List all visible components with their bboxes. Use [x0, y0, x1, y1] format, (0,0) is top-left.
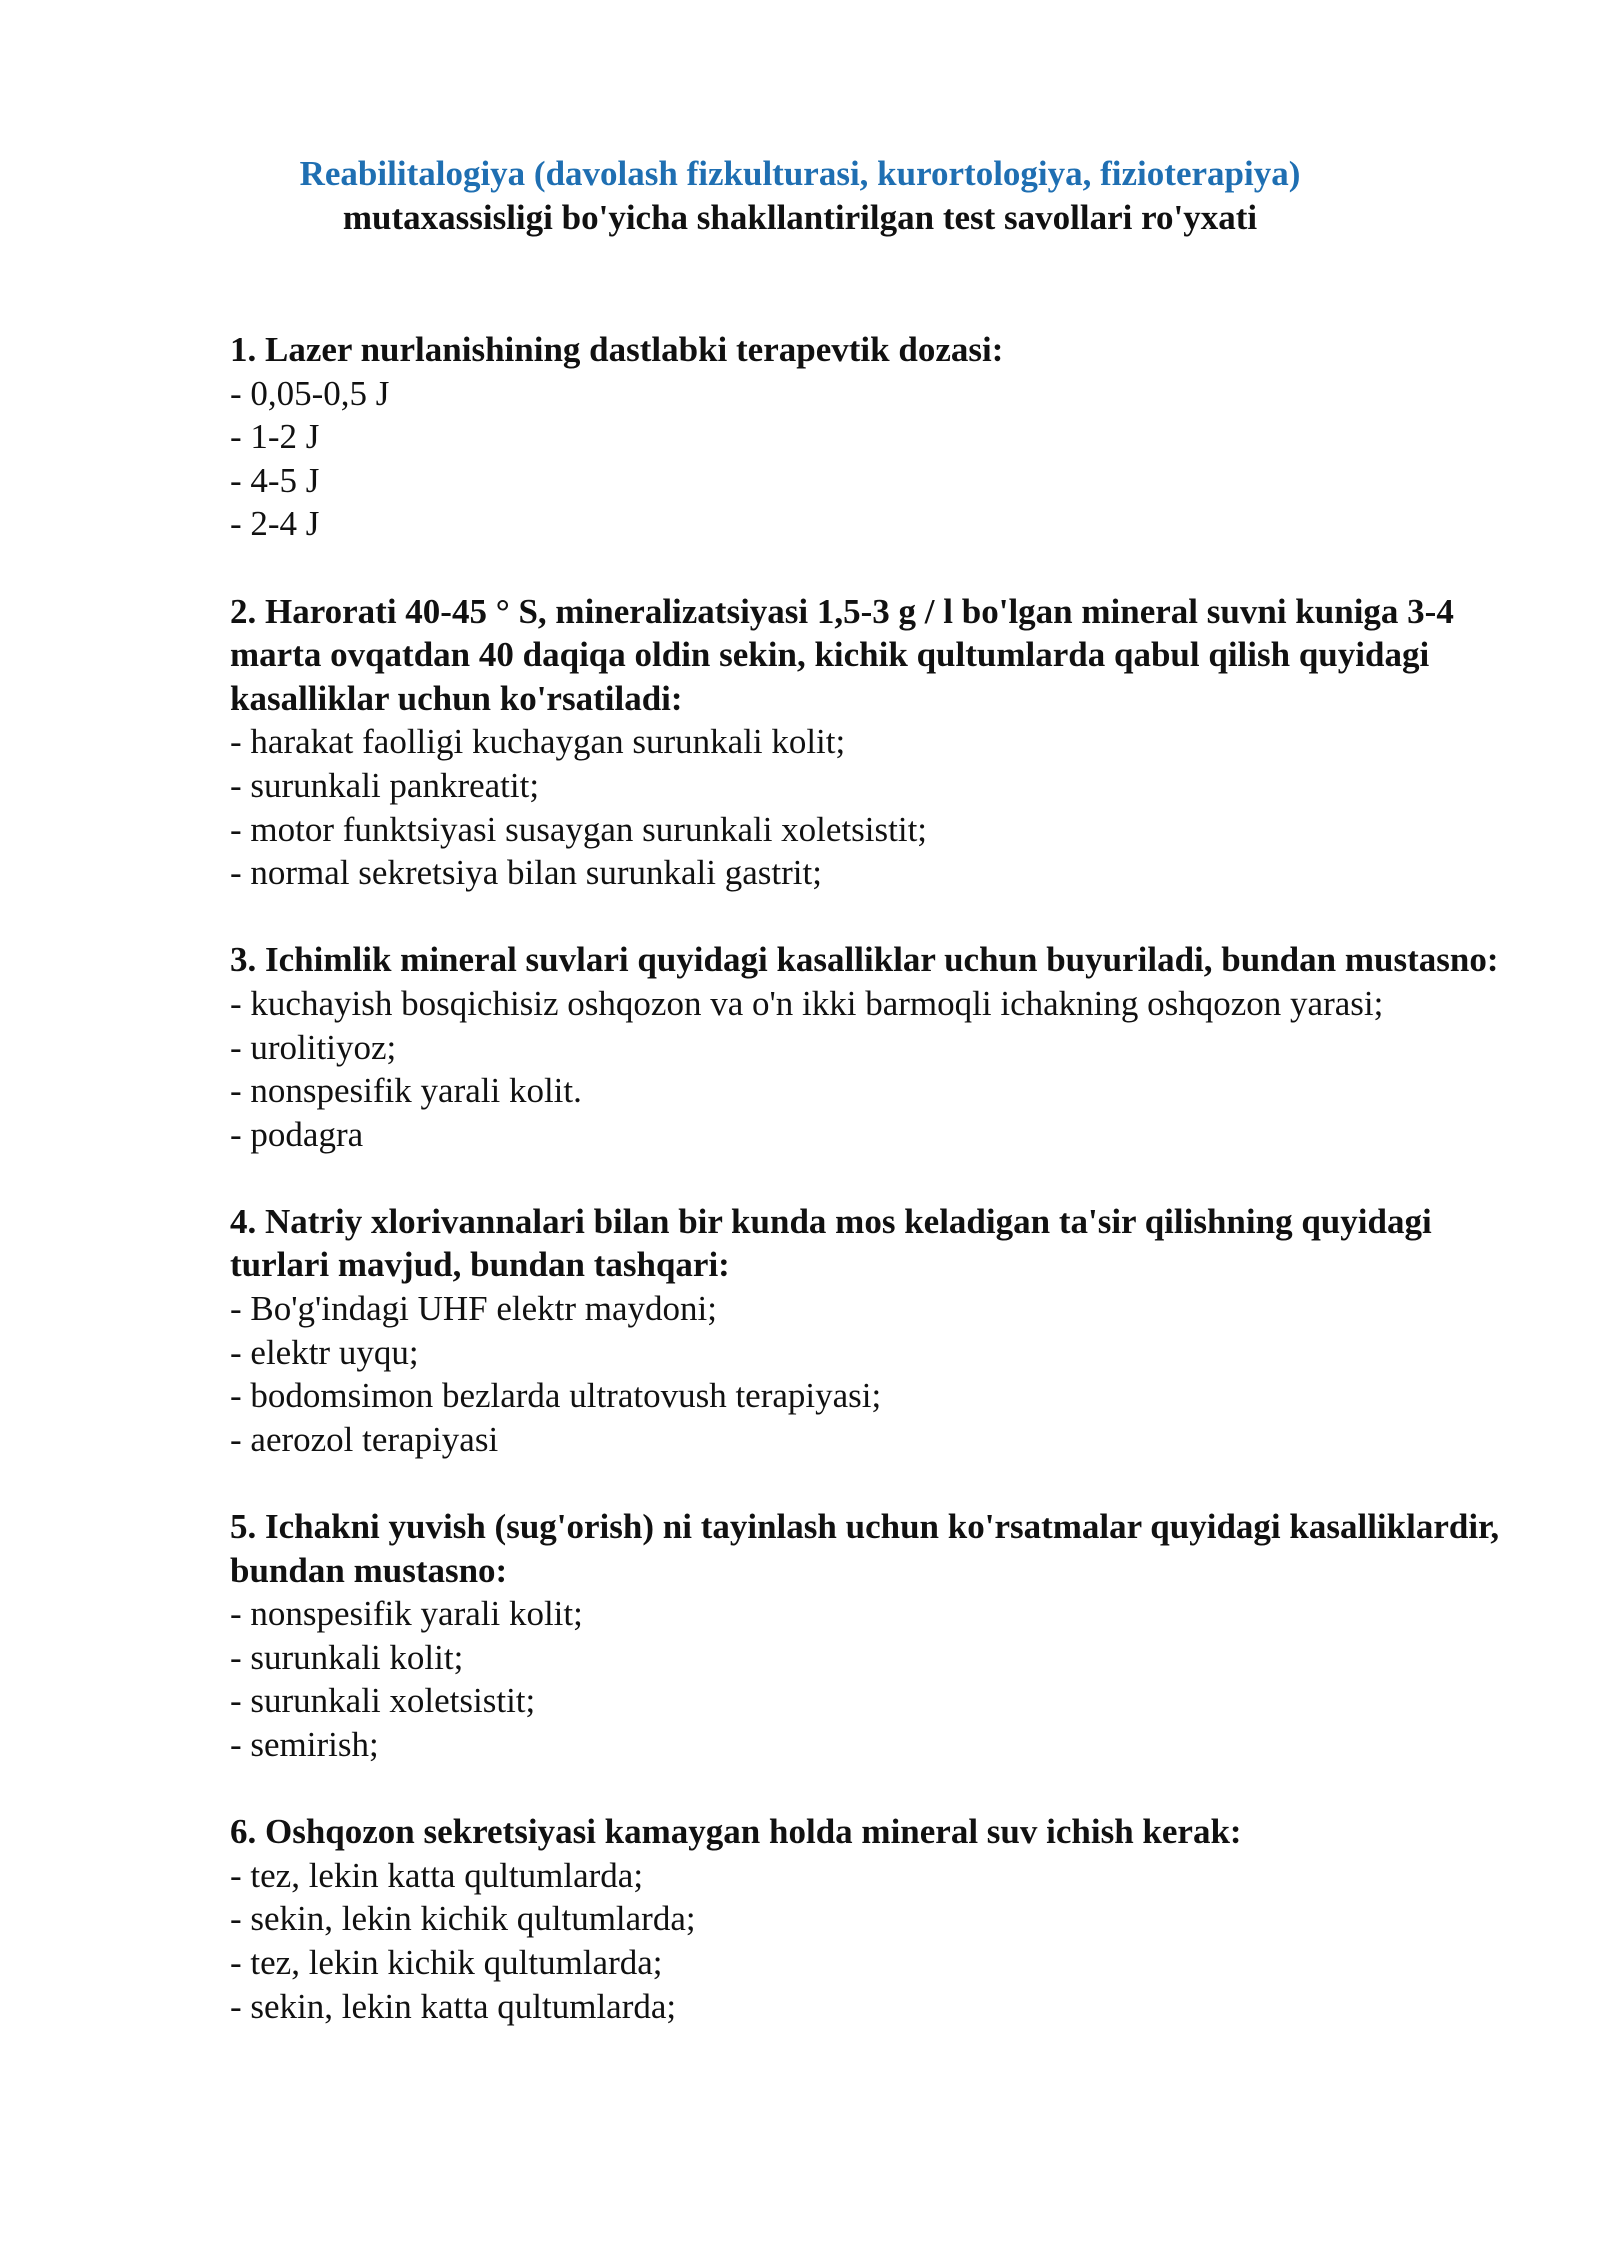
question-block	[230, 590, 1530, 895]
document-header	[0, 152, 1600, 240]
answer-option: - 1-2 J	[230, 417, 320, 457]
question-list	[230, 328, 1530, 2072]
answer-option: - surunkali kolit;	[230, 1637, 464, 1677]
document-subtitle: mutaxassisligi bo'yicha shakllantirilgan test savollari ro'yxati	[342, 198, 1258, 237]
question-block	[230, 1200, 1530, 1462]
answer-option: - 0,05-0,5 J	[230, 373, 390, 413]
answer-option: - motor funktsiyasi susaygan surunkali xoletsistit;	[230, 809, 928, 849]
question-block	[230, 328, 1530, 546]
answer-option: - tez, lekin katta qultumlarda;	[230, 1855, 644, 1895]
answer-option: - semirish;	[230, 1725, 379, 1764]
question-text: 2. Harorati 40-45 ° S, mineralizatsiyasi 1,5-3 g / l bo'lgan mineral suvni kuniga 3-4 marta ovqatdan 40 daqiqa oldin sekin, kichik qultumlarda qabul qilish quyidagi kasalliklar uchun ko'rsatiladi:	[230, 591, 1454, 718]
question-text: 1. Lazer nurlanishining dastlabki terapevtik dozasi:	[230, 330, 1004, 369]
answer-option: - sekin, lekin kichik qultumlarda;	[230, 1899, 696, 1939]
answer-option: - nonspesifik yarali kolit.	[230, 1071, 582, 1111]
answer-option: - elektr uyqu;	[230, 1332, 419, 1372]
answer-option: - kuchayish bosqichisiz oshqozon va o'n ikki barmoqli ichakning oshqozon yarasi;	[230, 983, 1384, 1023]
answer-option: - surunkali pankreatit;	[230, 765, 540, 805]
answer-option: - bodomsimon bezlarda ultratovush terapiyasi;	[230, 1376, 882, 1416]
document-title: Reabilitalogiya (davolash fizkulturasi, kurortologiya, fizioterapiya)	[299, 154, 1301, 193]
answer-option: - tez, lekin kichik qultumlarda;	[230, 1942, 663, 1982]
answer-option: - urolitiyoz;	[230, 1027, 397, 1067]
question-text: 4. Natriy xlorivannalari bilan bir kunda mos keladigan ta'sir qilishning quyidagi turlari mavjud, bundan tashqari:	[230, 1201, 1432, 1285]
answer-option: - harakat faolligi kuchaygan surunkali kolit;	[230, 722, 846, 762]
question-text: 6. Oshqozon sekretsiyasi kamaygan holda mineral suv ichish kerak:	[230, 1812, 1242, 1852]
question-text: 5. Ichakni yuvish (sug'orish) ni tayinlash uchun ko'rsatmalar quyidagi kasalliklardir, bundan mustasno:	[230, 1507, 1500, 1590]
answer-option: - aerozol terapiyasi	[230, 1419, 499, 1459]
answer-option: - normal sekretsiya bilan surunkali gastrit;	[230, 853, 822, 893]
answer-option: - podagra	[230, 1114, 364, 1154]
answer-option: - 2-4 J	[230, 504, 320, 544]
answer-option: - nonspesifik yarali kolit;	[230, 1594, 583, 1634]
question-block	[230, 938, 1530, 1156]
question-block	[230, 1810, 1530, 2028]
answer-option: - 4-5 J	[230, 460, 320, 500]
question-block	[230, 1505, 1530, 1767]
question-text: 3. Ichimlik mineral suvlari quyidagi kasalliklar uchun buyuriladi, bundan mustasno:	[230, 940, 1499, 980]
answer-option: - sekin, lekin katta qultumlarda;	[230, 1986, 677, 2026]
answer-option: - Bo'g'indagi UHF elektr maydoni;	[230, 1289, 717, 1329]
answer-option: - surunkali xoletsistit;	[230, 1681, 536, 1721]
